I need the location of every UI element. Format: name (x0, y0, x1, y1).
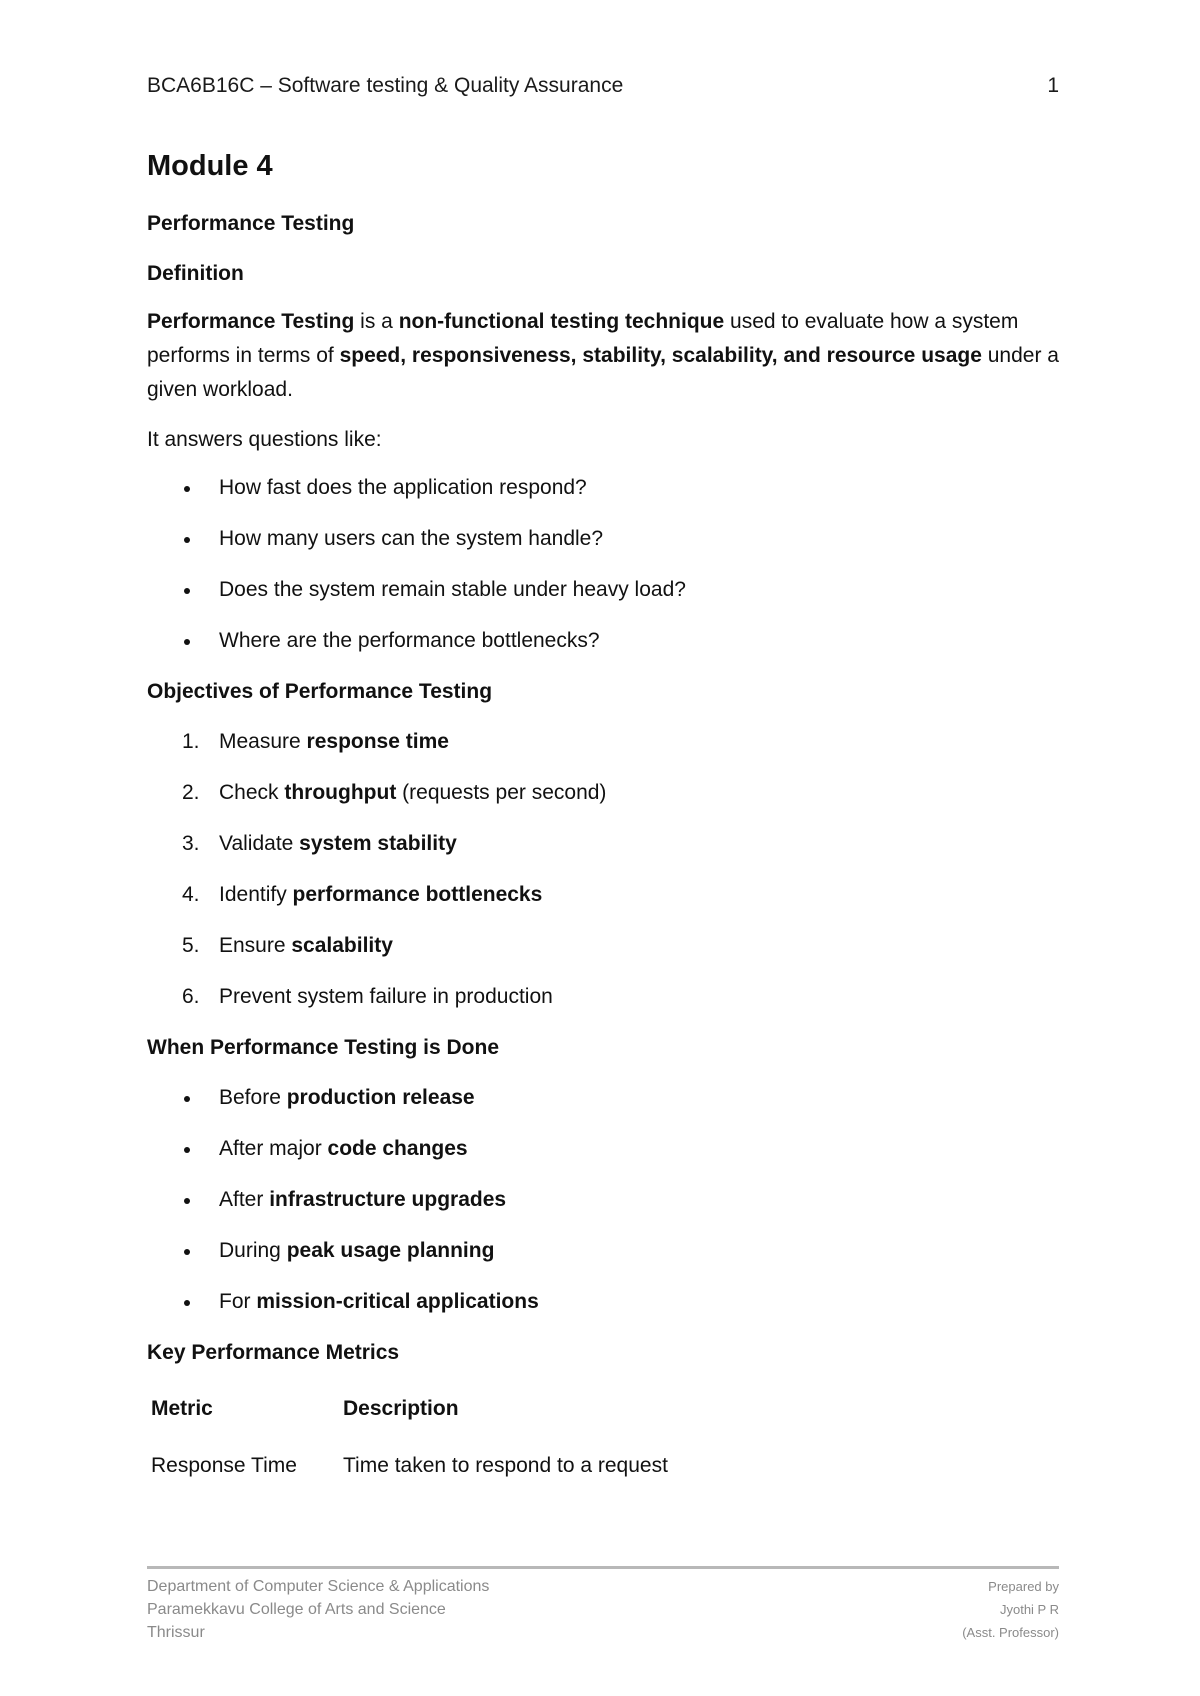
when-heading: When Performance Testing is Done (147, 1036, 500, 1059)
page-header (147, 74, 1059, 98)
bullet-icon (184, 1249, 190, 1255)
column-header-description: Description (343, 1396, 459, 1420)
bullet-icon (184, 1198, 190, 1204)
footer-author-name: Jyothi P R (999, 1602, 1059, 1617)
when-list (147, 1085, 1059, 1315)
list-item: How many users can the system handle? (147, 526, 1059, 552)
metrics-table (151, 1380, 668, 1494)
footer-divider (147, 1566, 1059, 1569)
list-item: During peak usage planning (147, 1238, 1059, 1264)
objectives-heading: Objectives of Performance Testing (147, 680, 493, 703)
footer-prepared-by: Prepared by (988, 1579, 1059, 1594)
bullet-icon (184, 639, 190, 645)
footer-college: Paramekkavu College of Arts and Science (147, 1601, 446, 1618)
list-item: 4. Identify performance bottlenecks (182, 883, 543, 906)
footer-department: Department of Computer Science & Applications (147, 1578, 490, 1595)
list-item: 2. Check throughput (requests per second) (182, 781, 607, 804)
list-item: 6. Prevent system failure in production (182, 985, 553, 1008)
bullet-icon (184, 1300, 190, 1306)
bullet-icon (184, 486, 190, 492)
table-cell: Response Time (151, 1453, 297, 1477)
list-item: 5. Ensure scalability (182, 934, 393, 957)
definition-text-3: under a given workload. (147, 344, 1059, 401)
bullet-icon (184, 588, 190, 594)
list-item: After major code changes (147, 1136, 1059, 1162)
list-item: How fast does the application respond? (147, 475, 1059, 501)
module-title: Module 4 (147, 150, 273, 182)
footer-city: Thrissur (147, 1624, 205, 1641)
definition-term: Performance Testing (147, 310, 355, 333)
definition-text-2: used to evaluate how a system performs in terms of (147, 310, 1019, 367)
questions-intro: It answers questions like: (147, 428, 382, 451)
column-header-metric: Metric (151, 1396, 213, 1420)
course-title: BCA6B16C – Software testing & Quality Assurance (147, 74, 624, 97)
list-item: Does the system remain stable under heavy load? (147, 577, 1059, 603)
page-footer (147, 1575, 1059, 1644)
table-cell: Time taken to respond to a request (343, 1453, 668, 1477)
footer-author-title: (Asst. Professor) (962, 1625, 1059, 1640)
definition-text-1: is a (354, 310, 399, 333)
definition-paragraph (147, 305, 1059, 407)
bullet-icon (184, 1096, 190, 1102)
list-item: After infrastructure upgrades (147, 1187, 1059, 1213)
list-item: Before production release (147, 1085, 1059, 1111)
bullet-icon (184, 537, 190, 543)
definition-technique: non-functional testing technique (398, 310, 725, 333)
metrics-heading: Key Performance Metrics (147, 1341, 400, 1364)
table-row (151, 1437, 668, 1494)
list-item: For mission-critical applications (147, 1289, 1059, 1315)
objectives-list (147, 729, 1059, 1010)
questions-list (147, 475, 1059, 654)
section-title: Performance Testing (147, 212, 355, 235)
page-number: 1 (1047, 74, 1059, 97)
list-item: 3. Validate system stability (182, 832, 457, 855)
bullet-icon (184, 1147, 190, 1153)
definition-heading: Definition (147, 262, 244, 285)
footer-author (962, 1575, 1059, 1644)
table-header-row (151, 1380, 668, 1437)
definition-attributes: speed, responsiveness, stability, scalability, and resource usage (339, 344, 982, 367)
list-item: Where are the performance bottlenecks? (147, 628, 1059, 654)
list-item: 1. Measure response time (182, 730, 449, 753)
page-body (147, 148, 1059, 1494)
footer-institution (147, 1575, 489, 1644)
